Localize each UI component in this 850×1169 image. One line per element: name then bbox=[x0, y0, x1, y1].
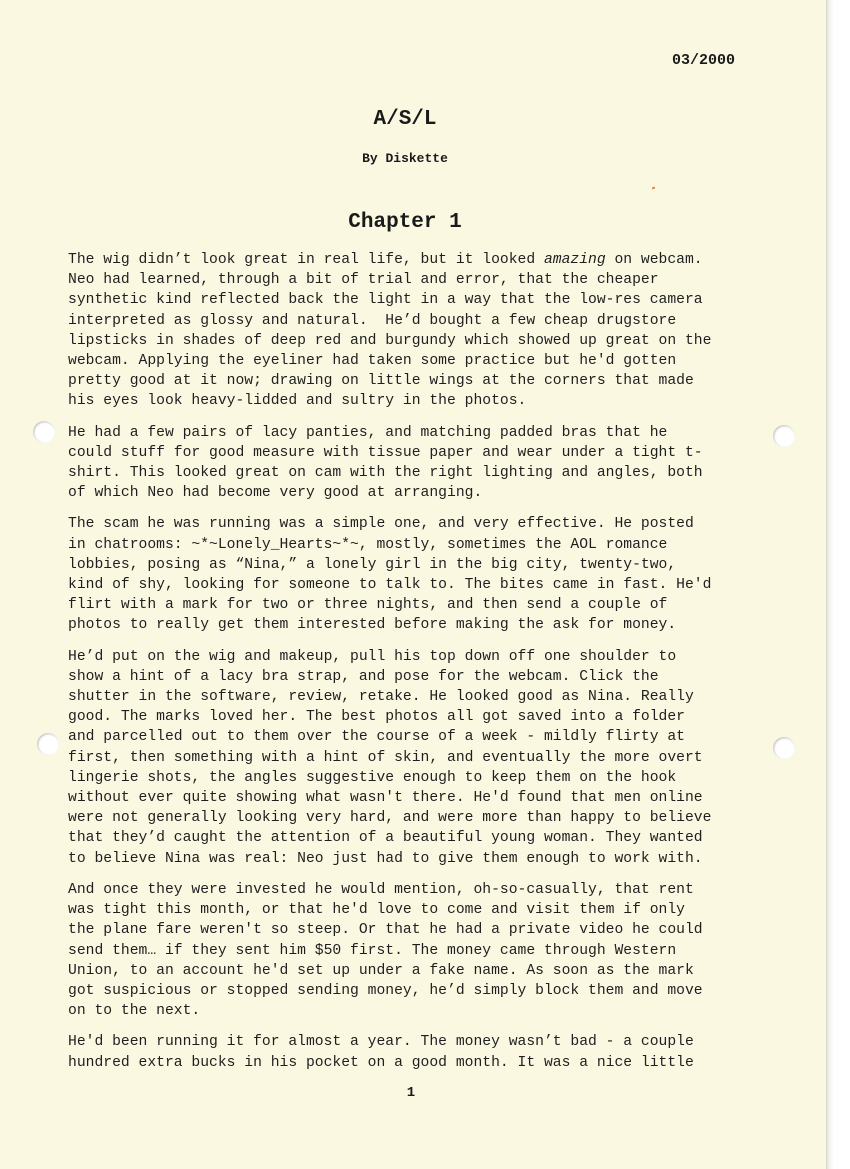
text-line bbox=[68, 250, 768, 270]
text-segment: synthetic kind reflected back the light in a way that the low-res camera bbox=[68, 292, 703, 309]
text-line bbox=[68, 768, 768, 788]
text-line bbox=[68, 1053, 768, 1073]
text-segment: flirt with a mark for two or three nights, and then send a couple of bbox=[68, 597, 668, 614]
text-line bbox=[68, 748, 768, 768]
text-segment: Union, to an account he'd set up under a fake name. As soon as the mark bbox=[68, 962, 694, 979]
text-line bbox=[68, 270, 768, 290]
text-line bbox=[68, 555, 768, 575]
text-segment: The scam he was running was a simple one, and very effective. He posted bbox=[68, 516, 694, 533]
text-segment: that they’d caught the attention of a beautiful young woman. They wanted bbox=[68, 830, 703, 847]
page-number: 1 bbox=[406, 1085, 416, 1101]
text-line bbox=[68, 535, 768, 555]
text-segment: good. The marks loved her. The best photos all got saved into a folder bbox=[68, 709, 685, 726]
paragraph bbox=[68, 1032, 768, 1072]
text-segment: were not generally looking very hard, and were more than happy to believe bbox=[68, 810, 712, 827]
text-segment: was tight this month, or that he'd love to come and visit them if only bbox=[68, 902, 685, 919]
story-body bbox=[68, 250, 768, 1084]
text-line bbox=[68, 647, 768, 667]
text-segment: lobbies, posing as “Nina,” a lonely girl in the big city, twenty-two, bbox=[68, 556, 677, 573]
text-segment: on webcam. bbox=[605, 252, 703, 268]
text-segment: He’d put on the wig and makeup, pull his top down off one shoulder to bbox=[68, 648, 677, 665]
text-segment: his eyes look heavy-lidded and sultry in the photos. bbox=[68, 393, 527, 410]
punch-hole bbox=[33, 421, 55, 443]
text-segment: of which Neo had become very good at arranging. bbox=[68, 485, 483, 502]
text-line bbox=[68, 1001, 768, 1021]
text-line bbox=[68, 331, 768, 351]
text-line bbox=[68, 788, 768, 808]
text-line bbox=[68, 615, 768, 635]
text-line bbox=[68, 828, 768, 848]
text-line bbox=[68, 941, 768, 961]
text-segment: got suspicious or stopped sending money, he’d simply block them and move bbox=[68, 982, 703, 999]
text-line bbox=[68, 808, 768, 828]
text-segment: without ever quite showing what wasn't there. He'd found that men online bbox=[68, 790, 703, 807]
paragraph bbox=[68, 250, 768, 412]
author-byline: By Diskette bbox=[362, 151, 448, 166]
text-segment: in chatrooms: ~*~Lonely_Hearts~*~, mostly, sometimes the AOL romance bbox=[68, 536, 668, 553]
text-line bbox=[68, 463, 768, 483]
punch-hole bbox=[773, 425, 795, 447]
text-segment: shirt. This looked great on cam with the right lighting and angles, both bbox=[68, 465, 703, 482]
paragraph bbox=[68, 423, 768, 504]
text-segment: on to the next. bbox=[68, 1003, 201, 1020]
chapter-heading: Chapter 1 bbox=[348, 211, 462, 234]
text-line bbox=[68, 514, 768, 534]
text-line bbox=[68, 900, 768, 920]
text-line bbox=[68, 351, 768, 371]
text-line bbox=[68, 667, 768, 687]
text-segment: Neo had learned, through a bit of trial and error, that the cheaper bbox=[68, 272, 659, 289]
text-line bbox=[68, 371, 768, 391]
emphasis-text: amazing bbox=[543, 252, 606, 268]
text-line bbox=[68, 443, 768, 463]
text-segment: The wig didn’t look great in real life, but it looked bbox=[68, 252, 544, 268]
text-line bbox=[68, 849, 768, 869]
text-segment: interpreted as glossy and natural. He’d bought a few cheap drugstore bbox=[68, 312, 677, 329]
text-line bbox=[68, 1032, 768, 1052]
text-line bbox=[68, 595, 768, 615]
text-line bbox=[68, 290, 768, 310]
text-line bbox=[68, 311, 768, 331]
text-line bbox=[68, 391, 768, 411]
text-line bbox=[68, 707, 768, 727]
text-segment: could stuff for good measure with tissue paper and wear under a tight t- bbox=[68, 444, 703, 461]
text-line bbox=[68, 687, 768, 707]
text-segment: kind of shy, looking for someone to talk to. The bites came in fast. He'd bbox=[68, 577, 712, 594]
punch-hole bbox=[37, 733, 59, 755]
text-segment: He had a few pairs of lacy panties, and matching padded bras that he bbox=[68, 424, 668, 441]
text-line bbox=[68, 575, 768, 595]
text-line bbox=[68, 920, 768, 940]
paragraph bbox=[68, 647, 768, 869]
text-segment: webcam. Applying the eyeliner had taken some practice but he'd gotten bbox=[68, 353, 677, 370]
text-segment: And once they were invested he would mention, oh-so-casually, that rent bbox=[68, 881, 694, 898]
text-line bbox=[68, 961, 768, 981]
text-segment: show a hint of a lacy bra strap, and pose for the webcam. Click the bbox=[68, 668, 659, 685]
paper-speck bbox=[652, 187, 656, 190]
text-segment: photos to really get them interested before making the ask for money. bbox=[68, 617, 677, 634]
paper-edge-shadow bbox=[826, 0, 850, 1169]
text-line bbox=[68, 880, 768, 900]
text-line bbox=[68, 727, 768, 747]
text-line bbox=[68, 483, 768, 503]
story-title: A/S/L bbox=[373, 108, 437, 131]
text-segment: hundred extra bucks in his pocket on a good month. It was a nice little bbox=[68, 1054, 694, 1071]
paragraph bbox=[68, 514, 768, 635]
text-segment: send them… if they sent him $50 first. The money came through Western bbox=[68, 942, 677, 959]
text-line bbox=[68, 981, 768, 1001]
text-segment: the plane fare weren't so steep. Or that he had a private video he could bbox=[68, 922, 703, 939]
text-segment: shutter in the software, review, retake. He looked good as Nina. Really bbox=[68, 689, 694, 706]
text-segment: lipsticks in shades of deep red and burgundy which showed up great on the bbox=[68, 332, 712, 349]
text-segment: lingerie shots, the angles suggestive enough to keep them on the hook bbox=[68, 769, 677, 786]
text-segment: first, then something with a hint of skin, and eventually the more overt bbox=[68, 749, 703, 766]
text-segment: He'd been running it for almost a year. The money wasn’t bad - a couple bbox=[68, 1034, 694, 1051]
date-stamp: 03/2000 bbox=[672, 52, 736, 69]
punch-hole bbox=[773, 737, 795, 759]
text-line bbox=[68, 423, 768, 443]
paragraph bbox=[68, 880, 768, 1021]
text-segment: and parcelled out to them over the course of a week - mildly flirty at bbox=[68, 729, 685, 746]
text-segment: pretty good at it now; drawing on little wings at the corners that made bbox=[68, 373, 694, 390]
text-segment: to believe Nina was real: Neo just had to give them enough to work with. bbox=[68, 850, 703, 867]
